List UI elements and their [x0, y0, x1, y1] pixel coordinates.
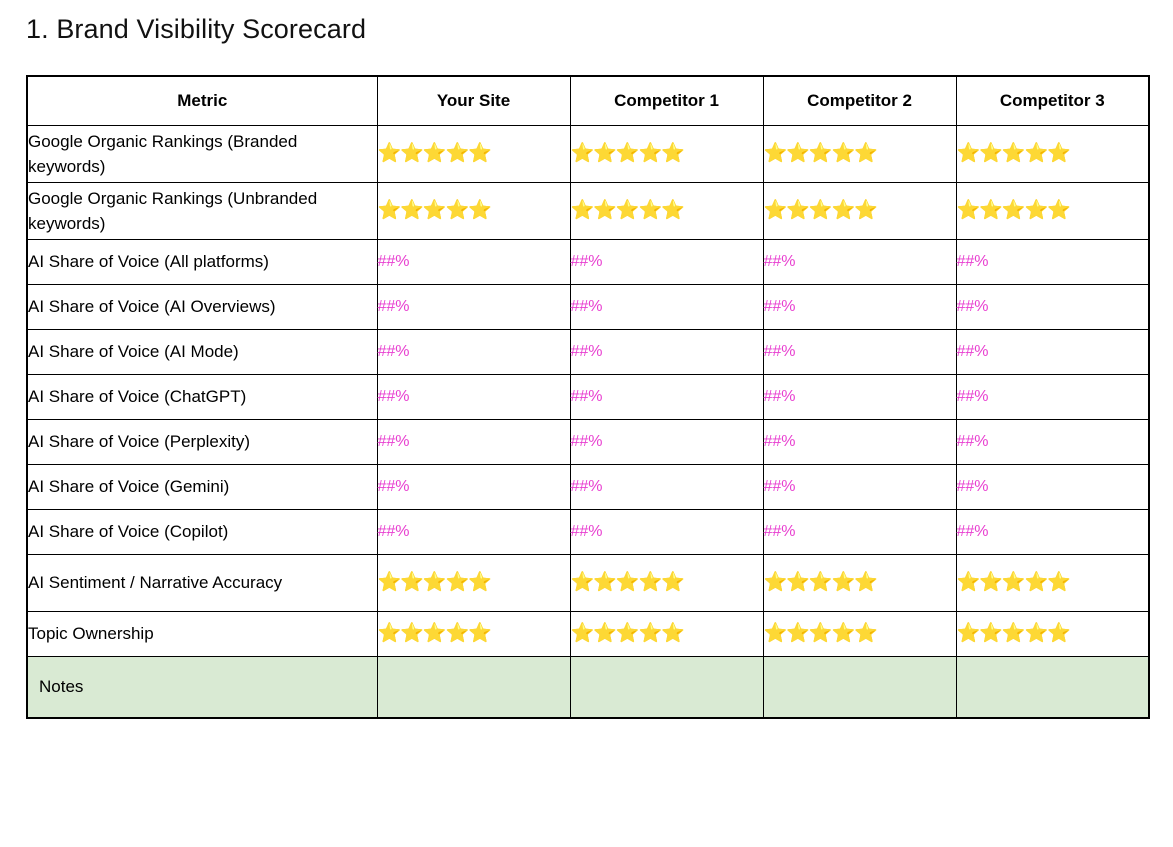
star-rating: ⭐⭐⭐⭐⭐ [377, 571, 491, 593]
column-header-metric: Metric [27, 76, 377, 126]
percent-value: ##% [763, 478, 796, 495]
notes-cell-competitor-3[interactable] [956, 657, 1149, 719]
cell-your-site[interactable] [377, 126, 570, 183]
column-header-your-site: Your Site [377, 76, 570, 126]
cell-competitor-1[interactable] [570, 510, 763, 555]
star-rating: ⭐⭐⭐⭐⭐ [377, 199, 491, 221]
cell-competitor-2[interactable] [763, 285, 956, 330]
notes-cell-competitor-1[interactable] [570, 657, 763, 719]
star-rating: ⭐⭐⭐⭐⭐ [956, 199, 1070, 221]
star-rating: ⭐⭐⭐⭐⭐ [763, 142, 877, 164]
cell-competitor-2[interactable] [763, 183, 956, 240]
row-metric-label-notes: Notes [27, 657, 377, 719]
cell-competitor-2[interactable] [763, 375, 956, 420]
cell-competitor-2[interactable] [763, 612, 956, 657]
table-header-row [27, 76, 1149, 126]
star-rating: ⭐⭐⭐⭐⭐ [956, 622, 1070, 644]
percent-value: ##% [763, 343, 796, 360]
table-row [27, 612, 1149, 657]
cell-competitor-3[interactable] [956, 420, 1149, 465]
percent-value: ##% [763, 433, 796, 450]
page-title: 1. Brand Visibility Scorecard [26, 14, 367, 44]
star-rating: ⭐⭐⭐⭐⭐ [956, 571, 1070, 593]
cell-your-site[interactable] [377, 555, 570, 612]
row-metric-label: Google Organic Rankings (Unbranded keywords) [27, 183, 377, 240]
row-metric-label: Google Organic Rankings (Branded keywords) [27, 126, 377, 183]
percent-value: ##% [570, 433, 603, 450]
star-rating: ⭐⭐⭐⭐⭐ [763, 571, 877, 593]
cell-competitor-2[interactable] [763, 555, 956, 612]
cell-competitor-1[interactable] [570, 285, 763, 330]
star-rating: ⭐⭐⭐⭐⭐ [570, 199, 684, 221]
row-metric-label: AI Share of Voice (AI Overviews) [27, 285, 377, 330]
percent-value: ##% [763, 523, 796, 540]
cell-competitor-1[interactable] [570, 126, 763, 183]
percent-value: ##% [956, 433, 989, 450]
cell-competitor-1[interactable] [570, 555, 763, 612]
cell-competitor-2[interactable] [763, 330, 956, 375]
percent-value: ##% [956, 388, 989, 405]
percent-value: ##% [570, 523, 603, 540]
cell-competitor-2[interactable] [763, 465, 956, 510]
percent-value: ##% [956, 298, 989, 315]
star-rating: ⭐⭐⭐⭐⭐ [570, 571, 684, 593]
cell-your-site[interactable] [377, 240, 570, 285]
table-header [27, 76, 1149, 126]
cell-competitor-3[interactable] [956, 465, 1149, 510]
cell-competitor-1[interactable] [570, 330, 763, 375]
cell-competitor-2[interactable] [763, 126, 956, 183]
percent-value: ##% [377, 343, 410, 360]
column-header-competitor-2: Competitor 2 [763, 76, 956, 126]
table-row [27, 420, 1149, 465]
table-row [27, 510, 1149, 555]
notes-cell-your-site[interactable] [377, 657, 570, 719]
row-metric-label: AI Share of Voice (Copilot) [27, 510, 377, 555]
table-row [27, 126, 1149, 183]
cell-your-site[interactable] [377, 285, 570, 330]
percent-value: ##% [570, 298, 603, 315]
cell-competitor-1[interactable] [570, 183, 763, 240]
percent-value: ##% [956, 478, 989, 495]
percent-value: ##% [956, 343, 989, 360]
cell-your-site[interactable] [377, 330, 570, 375]
cell-competitor-3[interactable] [956, 330, 1149, 375]
cell-your-site[interactable] [377, 612, 570, 657]
cell-competitor-1[interactable] [570, 420, 763, 465]
percent-value: ##% [377, 523, 410, 540]
percent-value: ##% [570, 253, 603, 270]
star-rating: ⭐⭐⭐⭐⭐ [763, 199, 877, 221]
column-header-competitor-3: Competitor 3 [956, 76, 1149, 126]
table-row [27, 555, 1149, 612]
cell-competitor-2[interactable] [763, 420, 956, 465]
row-metric-label: AI Share of Voice (Gemini) [27, 465, 377, 510]
cell-competitor-1[interactable] [570, 465, 763, 510]
table-row [27, 465, 1149, 510]
percent-value: ##% [377, 253, 410, 270]
table-row-notes [27, 657, 1149, 719]
percent-value: ##% [763, 253, 796, 270]
cell-competitor-3[interactable] [956, 375, 1149, 420]
row-metric-label: AI Share of Voice (AI Mode) [27, 330, 377, 375]
cell-competitor-1[interactable] [570, 375, 763, 420]
cell-competitor-1[interactable] [570, 612, 763, 657]
star-rating: ⭐⭐⭐⭐⭐ [570, 622, 684, 644]
cell-your-site[interactable] [377, 420, 570, 465]
notes-cell-competitor-2[interactable] [763, 657, 956, 719]
cell-competitor-3[interactable] [956, 183, 1149, 240]
cell-your-site[interactable] [377, 375, 570, 420]
cell-competitor-3[interactable] [956, 555, 1149, 612]
cell-competitor-3[interactable] [956, 612, 1149, 657]
cell-your-site[interactable] [377, 465, 570, 510]
row-metric-label: AI Share of Voice (ChatGPT) [27, 375, 377, 420]
percent-value: ##% [763, 388, 796, 405]
table-row [27, 375, 1149, 420]
percent-value: ##% [377, 478, 410, 495]
percent-value: ##% [570, 343, 603, 360]
percent-value: ##% [763, 298, 796, 315]
row-metric-label: AI Share of Voice (All platforms) [27, 240, 377, 285]
row-metric-label: AI Sentiment / Narrative Accuracy [27, 555, 377, 612]
table-row [27, 183, 1149, 240]
star-rating: ⭐⭐⭐⭐⭐ [956, 142, 1070, 164]
percent-value: ##% [377, 433, 410, 450]
cell-your-site[interactable] [377, 183, 570, 240]
star-rating: ⭐⭐⭐⭐⭐ [377, 142, 491, 164]
row-metric-label: AI Share of Voice (Perplexity) [27, 420, 377, 465]
cell-competitor-3[interactable] [956, 240, 1149, 285]
cell-competitor-2[interactable] [763, 510, 956, 555]
cell-your-site[interactable] [377, 510, 570, 555]
percent-value: ##% [956, 253, 989, 270]
cell-competitor-2[interactable] [763, 240, 956, 285]
percent-value: ##% [570, 478, 603, 495]
table-row [27, 240, 1149, 285]
star-rating: ⭐⭐⭐⭐⭐ [377, 622, 491, 644]
star-rating: ⭐⭐⭐⭐⭐ [763, 622, 877, 644]
column-header-competitor-1: Competitor 1 [570, 76, 763, 126]
table-body [27, 126, 1149, 719]
cell-competitor-1[interactable] [570, 240, 763, 285]
percent-value: ##% [377, 298, 410, 315]
cell-competitor-3[interactable] [956, 285, 1149, 330]
row-metric-label: Topic Ownership [27, 612, 377, 657]
percent-value: ##% [956, 523, 989, 540]
cell-competitor-3[interactable] [956, 126, 1149, 183]
table-row [27, 330, 1149, 375]
percent-value: ##% [570, 388, 603, 405]
cell-competitor-3[interactable] [956, 510, 1149, 555]
percent-value: ##% [377, 388, 410, 405]
brand-visibility-scorecard-table [26, 75, 1150, 719]
table-row [27, 285, 1149, 330]
star-rating: ⭐⭐⭐⭐⭐ [570, 142, 684, 164]
